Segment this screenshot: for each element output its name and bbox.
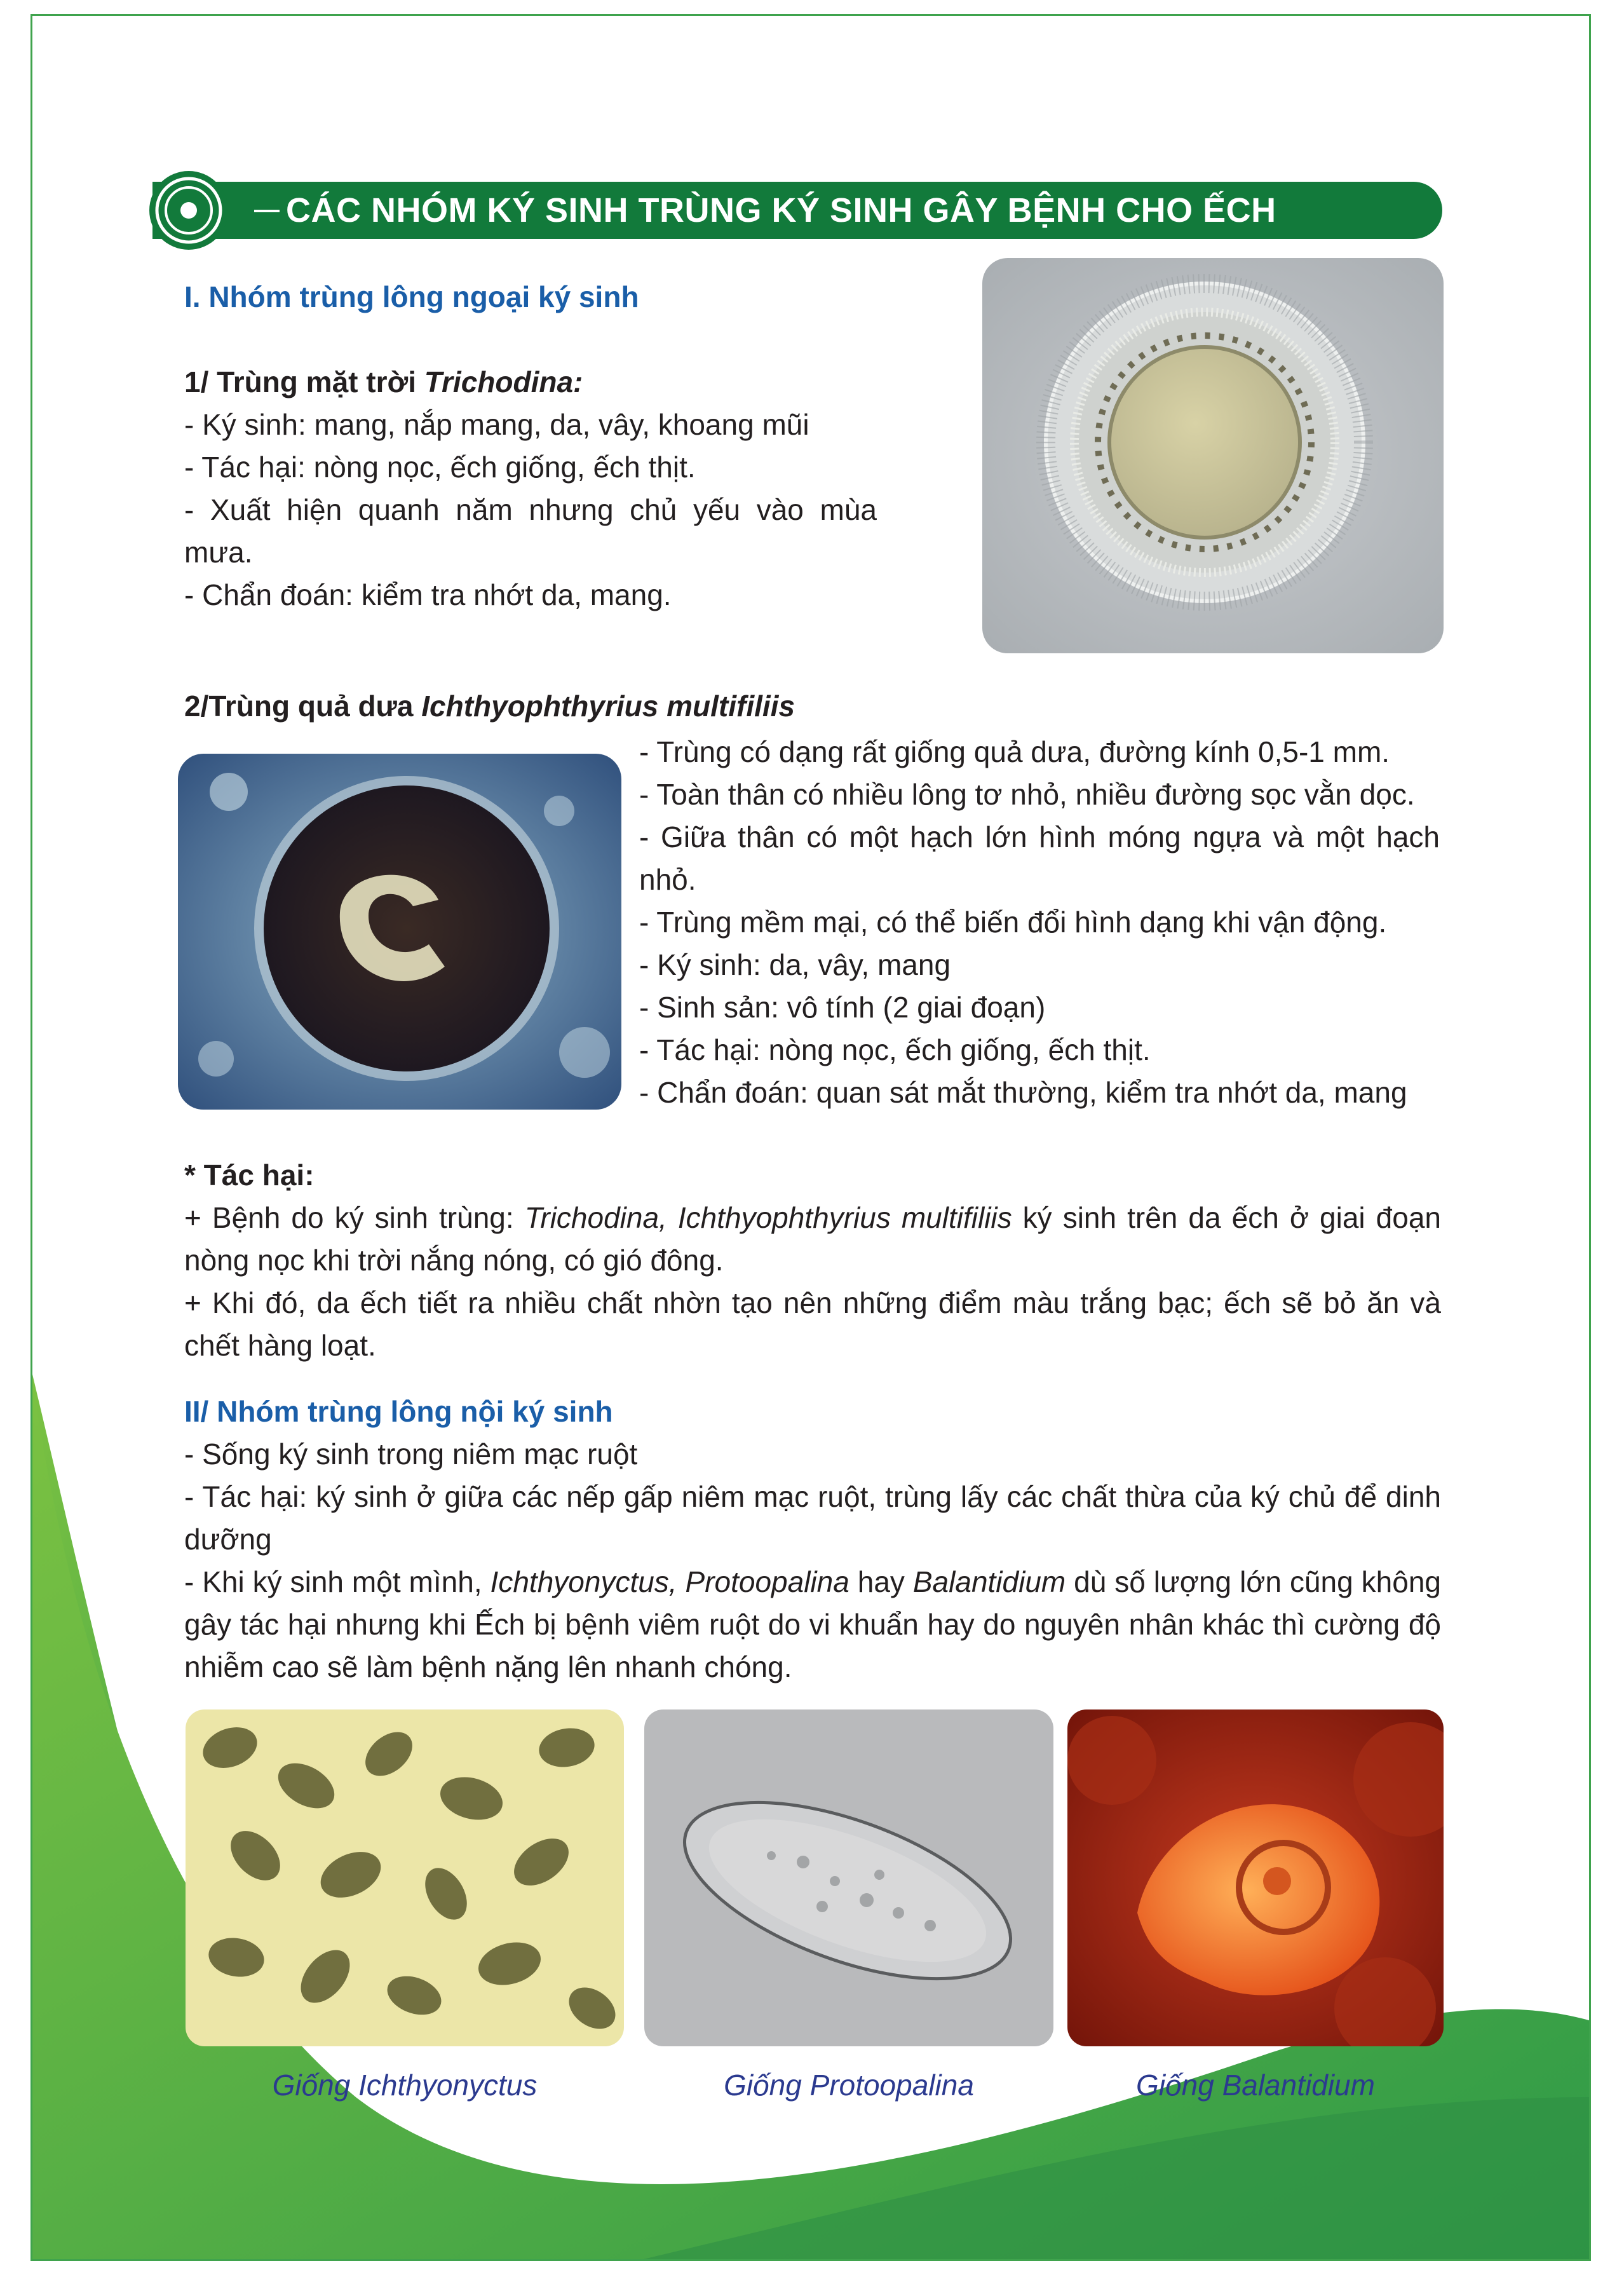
section2-text: hay bbox=[849, 1565, 913, 1598]
item1-block bbox=[184, 361, 877, 616]
section2-species: Balantidium bbox=[912, 1565, 1066, 1598]
item1-title bbox=[184, 361, 877, 404]
caption-balantidium: Giống Balantidium bbox=[1136, 2069, 1375, 2102]
item2-title-prefix: 2/Trùng quả dưa bbox=[184, 690, 422, 723]
item2-line: - Trùng mềm mại, có thể biến đổi hình dạng khi vận động. bbox=[639, 906, 1387, 939]
section2-text: dù số lượng lớn cũng không gây tác hại nhưng khi Ếch bị bệnh viêm ruột do vi khuẩn hay do nguyên nhân khác thì cường độ nhiễm cao sẽ làm bệnh nặng lên nhanh chóng. bbox=[184, 1565, 1441, 1683]
item2-line: - Giữa thân có một hạch lớn hình móng ngựa và một hạch nhỏ. bbox=[639, 820, 1440, 896]
section1-heading: I. Nhóm trùng lông ngoại ký sinh bbox=[184, 280, 639, 313]
item1-line: - Chẩn đoán: kiểm tra nhớt da, mang. bbox=[184, 578, 672, 611]
harm-p1-species: Trichodina, Ichthyophthyrius multifiliis bbox=[524, 1201, 1012, 1234]
item2-line: - Chẩn đoán: quan sát mắt thường, kiểm tra nhớt da, mang bbox=[639, 1076, 1407, 1109]
item2-title bbox=[184, 685, 795, 728]
harm-paragraph-2: + Khi đó, da ếch tiết ra nhiều chất nhờn tạo nên những điểm màu trắng bạc; ếch sẽ bỏ ăn và chết hàng loạt. bbox=[184, 1286, 1441, 1362]
harm-paragraph-1 bbox=[184, 1197, 1441, 1282]
page-title: CÁC NHÓM KÝ SINH TRÙNG KÝ SINH GÂY BỆNH CHO ẾCH bbox=[286, 191, 1276, 229]
ichthyonyctus-photo bbox=[186, 1709, 624, 2046]
item2-line: - Tác hại: nòng nọc, ếch giống, ếch thịt. bbox=[639, 1033, 1151, 1066]
item1-species: Trichodina: bbox=[424, 365, 583, 398]
target-circle-icon bbox=[147, 169, 230, 252]
section2-heading: II/ Nhóm trùng lông nội ký sinh bbox=[184, 1395, 613, 1428]
item1-line: - Tác hại: nòng nọc, ếch giống, ếch thịt. bbox=[184, 451, 696, 484]
item1-line: - Xuất hiện quanh năm nhưng chủ yếu vào mùa mưa. bbox=[184, 493, 877, 569]
protoopalina-photo bbox=[644, 1709, 1053, 2046]
banner-dash bbox=[254, 210, 280, 212]
section2-line: - Tác hại: ký sinh ở giữa các nếp gấp niêm mạc ruột, trùng lấy các chất thừa của ký chủ để dinh dưỡng bbox=[184, 1480, 1441, 1556]
item2-block bbox=[639, 731, 1440, 1114]
section2-line bbox=[184, 1561, 1441, 1689]
section2-block bbox=[184, 1390, 1441, 1689]
item2-line: - Trùng có dạng rất giống quả dưa, đường kính 0,5-1 mm. bbox=[639, 735, 1390, 768]
section2-line: - Sống ký sinh trong niêm mạc ruột bbox=[184, 1438, 638, 1471]
caption-protoopalina: Giống Protoopalina bbox=[724, 2069, 974, 2102]
balantidium-photo bbox=[1067, 1709, 1444, 2046]
section2-text: - Khi ký sinh một mình, bbox=[184, 1565, 491, 1598]
ichthyophthyrius-photo bbox=[178, 754, 621, 1110]
harm-block bbox=[184, 1154, 1441, 1367]
item1-title-prefix: 1/ Trùng mặt trời bbox=[184, 365, 424, 398]
section2-species: Ichthyonyctus, Protoopalina bbox=[490, 1565, 849, 1598]
caption-ichthyonyctus: Giống Ichthyonyctus bbox=[272, 2069, 538, 2102]
item2-line: - Ký sinh: da, vây, mang bbox=[639, 948, 951, 981]
item2-line: - Toàn thân có nhiều lông tơ nhỏ, nhiều đường sọc vằn dọc. bbox=[639, 778, 1415, 811]
harm-p1-text: + Bệnh do ký sinh trùng: bbox=[184, 1201, 525, 1234]
item1-line: - Ký sinh: mang, nắp mang, da, vây, khoang mũi bbox=[184, 408, 809, 441]
harm-heading: * Tác hại: bbox=[184, 1159, 315, 1192]
harm-p1-text: ký sinh trên da ếch ở giai đoạn nòng nọc khi trời nắng nóng, có gió đông. bbox=[184, 1201, 1441, 1277]
item2-line: - Sinh sản: vô tính (2 giai đoạn) bbox=[639, 991, 1046, 1024]
item2-species: Ichthyophthyrius multifiliis bbox=[421, 690, 795, 723]
trichodina-photo bbox=[982, 258, 1444, 653]
